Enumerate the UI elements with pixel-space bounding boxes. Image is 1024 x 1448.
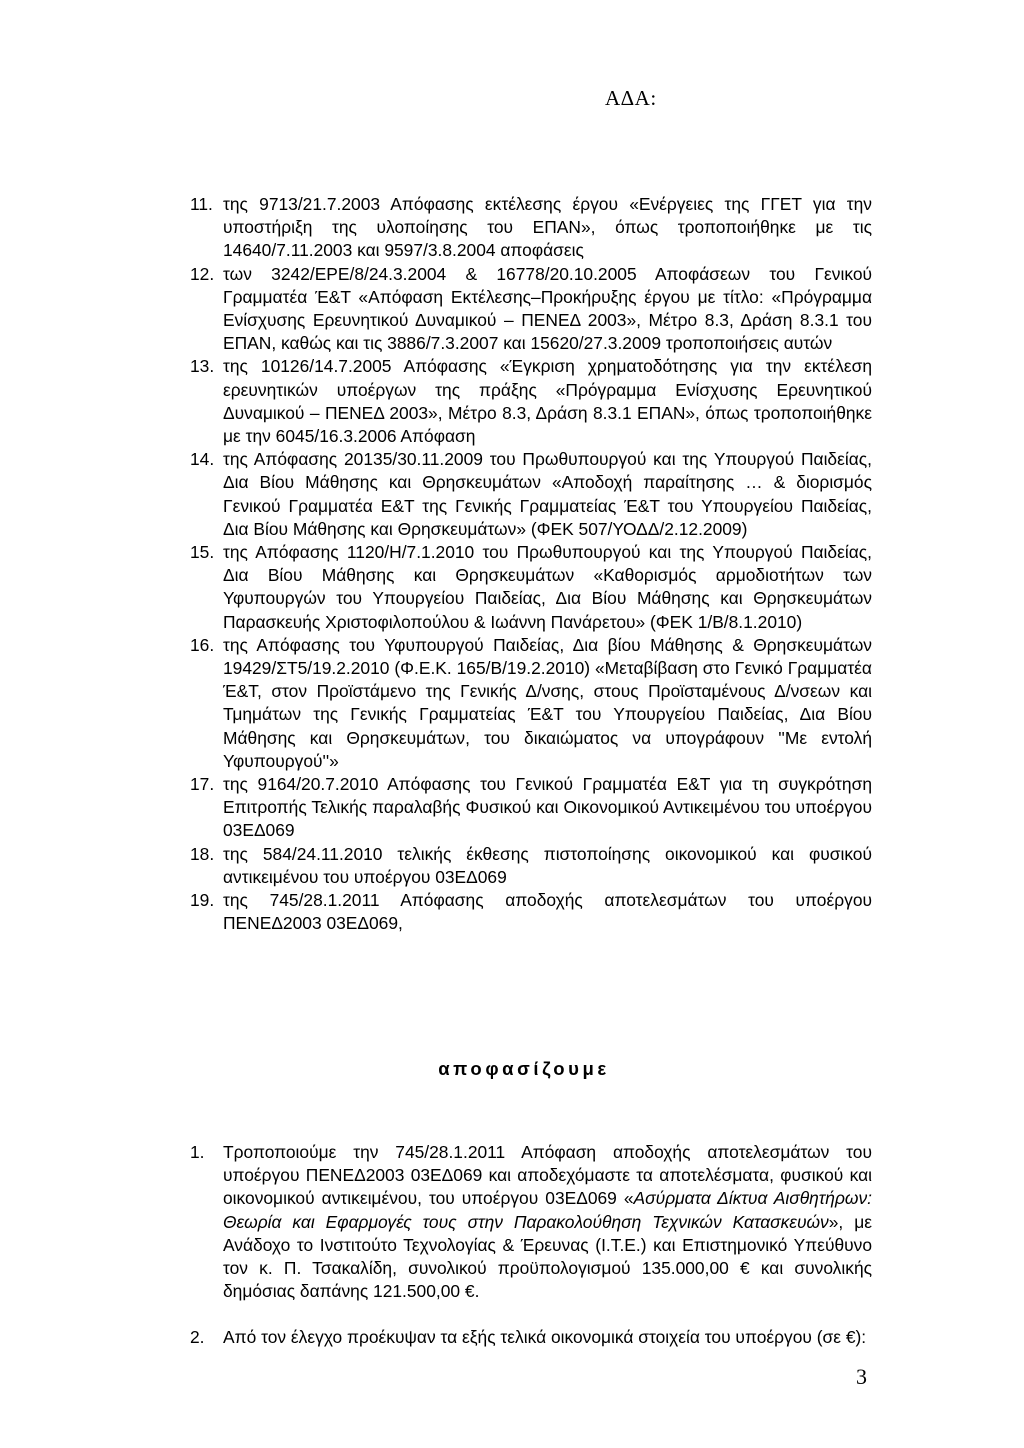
decision-number: 1. — [190, 1142, 205, 1162]
item-number: 16. — [190, 634, 215, 655]
item-text: της Απόφασης του Υφυπουργού Παιδείας, Δια βίου Μάθησης & Θρησκευμάτων 19429/ΣΤ5/19.2.2010 (Φ.Ε.Κ. 165/Β/19.2.2010) «Μεταβίβαση στο Γενικό Γραμματέα Έ&Τ, στον Προϊστάμενο της Γενικής Δ/νσης, στους Προϊσταμένους Δ/νσεων και Τμημάτων της Γενικής Γραμματείας Έ&Τ του Υπουργείου Παιδείας, Δια Βίου Μάθησης και Θρησκευμάτων, του δικαιώματος να υπογράφουν ''Με εντολή Υφυπουργού''» — [223, 634, 872, 771]
item-number: 15. — [190, 542, 215, 563]
item-number: 12. — [190, 263, 215, 284]
decision-item — [190, 1141, 872, 1303]
decision-text — [223, 1141, 872, 1303]
item-text: της 9164/20.7.2010 Απόφασης του Γενικού Γραμματέα Ε&Τ για τη συγκρότηση Επιτροπής Τελικής παραλαβής Φυσικού και Οικονομικού Αντικειμένου του υποέργου 03ΕΔ069 — [223, 774, 872, 841]
item-text: της Απόφασης 20135/30.11.2009 του Πρωθυπουργού και της Υπουργού Παιδείας, Δια Βίου Μάθησης και Θρησκευμάτων «Αποδοχή παραίτησης … & διορισμός Γενικού Γραμματέα Ε&Τ της Γενικής Γραμματείας Έ&Τ του Υπουργείου Παιδείας, Δια Βίου Μάθησης και Θρησκευμάτων» (ΦΕΚ 507/ΥΟΔΔ/2.12.2009) — [223, 449, 872, 539]
item-text: της 9713/21.7.2003 Απόφασης εκτέλεσης έργου «Ενέργειες της ΓΓΕΤ για την υποστήριξη της υλοποίησης του ΕΠΑΝ», όπως τροποποιήθηκε με τις 14640/7.11.2003 και 9597/3.8.2004 αποφάσεις — [223, 194, 872, 261]
list-item — [190, 634, 872, 773]
decision-text-part: Τροποποιούμε την 745/28.1.2011 Απόφαση αποδοχής αποτελεσμάτων του υποέργου ΠΕΝΕΔ2003 03ΕΔ069 και αποδεχόμαστε τα αποτελέσματα, φυσικού και οικονομικού αντικειμένου, του υποέργου 03ΕΔ069 « — [223, 1142, 872, 1209]
item-text: της 584/24.11.2010 τελικής έκθεσης πιστοποίησης οικονομικού και φυσικού αντικειμένου του υποέργου 03ΕΔ069 — [223, 843, 872, 887]
decision-text-part: », με Ανάδοχο το Ινστιτούτο Τεχνολογίας & Έρευνας (Ι.Τ.Ε.) και Επιστημονικό Υπεύθυνο τον κ. Π. Τσακαλίδη, συνολικού προϋπολογισμού 135.000,00 € και συνολικής δημόσιας δαπάνης 121.500,00 €. — [223, 1211, 872, 1302]
project-title: Ασύρματα Δίκτυα Αισθητήρων: Θεωρία και Εφαρμογές τους στην Παρακολούθηση Τεχνικών Κατασκευών — [223, 1188, 872, 1232]
ada-header: ΑΔΑ: — [605, 86, 657, 110]
decision-item — [190, 1326, 872, 1349]
item-text: της 745/28.1.2011 Απόφασης αποδοχής αποτελεσμάτων του υποέργου ΠΕΝΕΔ2003 03ΕΔ069, — [223, 890, 872, 934]
item-number: 19. — [190, 890, 215, 911]
item-number: 13. — [190, 356, 215, 377]
decision-heading: αποφασίζουμε — [438, 1058, 610, 1079]
item-text: των 3242/ΕΡΕ/8/24.3.2004 & 16778/20.10.2005 Αποφάσεων του Γενικού Γραμματέα Έ&Τ «Απόφαση Εκτέλεσης–Προκήρυξης έργου με τίτλο: «Πρόγραμμα Ενίσχυσης Ερευνητικού Δυναμικού – ΠΕΝΕΔ 2003», Μέτρο 8.3, Δράση 8.3.1 του ΕΠΑΝ, καθώς και τις 3886/7.3.2007 και 15620/27.3.2009 τροποποιήσεις αυτών — [223, 263, 872, 354]
list-item — [190, 448, 872, 541]
list-item — [190, 355, 872, 448]
list-item — [190, 541, 872, 634]
considerations-list — [190, 193, 872, 936]
list-item — [190, 193, 872, 263]
list-item — [190, 889, 872, 935]
item-number: 18. — [190, 843, 215, 864]
decision-text: Από τον έλεγχο προέκυψαν τα εξής τελικά οικονομικά στοιχεία του υποέργου (σε €): — [223, 1327, 867, 1347]
list-item — [190, 773, 872, 843]
list-item — [190, 263, 872, 356]
page-number: 3 — [856, 1364, 867, 1389]
item-number: 17. — [190, 774, 215, 795]
list-item — [190, 843, 872, 889]
decision-number: 2. — [190, 1327, 205, 1347]
item-text: της Απόφασης 1120/Η/7.1.2010 του Πρωθυπουργού και της Υπουργού Παιδείας, Δια Βίου Μάθησης και Θρησκευμάτων «Καθορισμός αρμοδιοτήτων των Υφυπουργών του Υπουργείου Παιδείας, Δια Βίου Μάθησης και Θρησκευμάτων Παρασκευής Χριστοφιλοπούλου & Ιωάννη Πανάρετου» (ΦΕΚ 1/Β/8.1.2010) — [223, 542, 872, 632]
item-number: 14. — [190, 449, 215, 470]
item-number: 11. — [190, 194, 213, 214]
item-text: της 10126/14.7.2005 Απόφασης «Έγκριση χρηματοδότησης για την εκτέλεση ερευνητικών υποέργων της πράξης «Πρόγραμμα Ενίσχυσης Ερευνητικού Δυναμικού – ΠΕΝΕΔ 2003», Μέτρο 8.3, Δράση 8.3.1 ΕΠΑΝ», όπως τροποποιήθηκε με την 6045/16.3.2006 Απόφαση — [223, 356, 872, 447]
